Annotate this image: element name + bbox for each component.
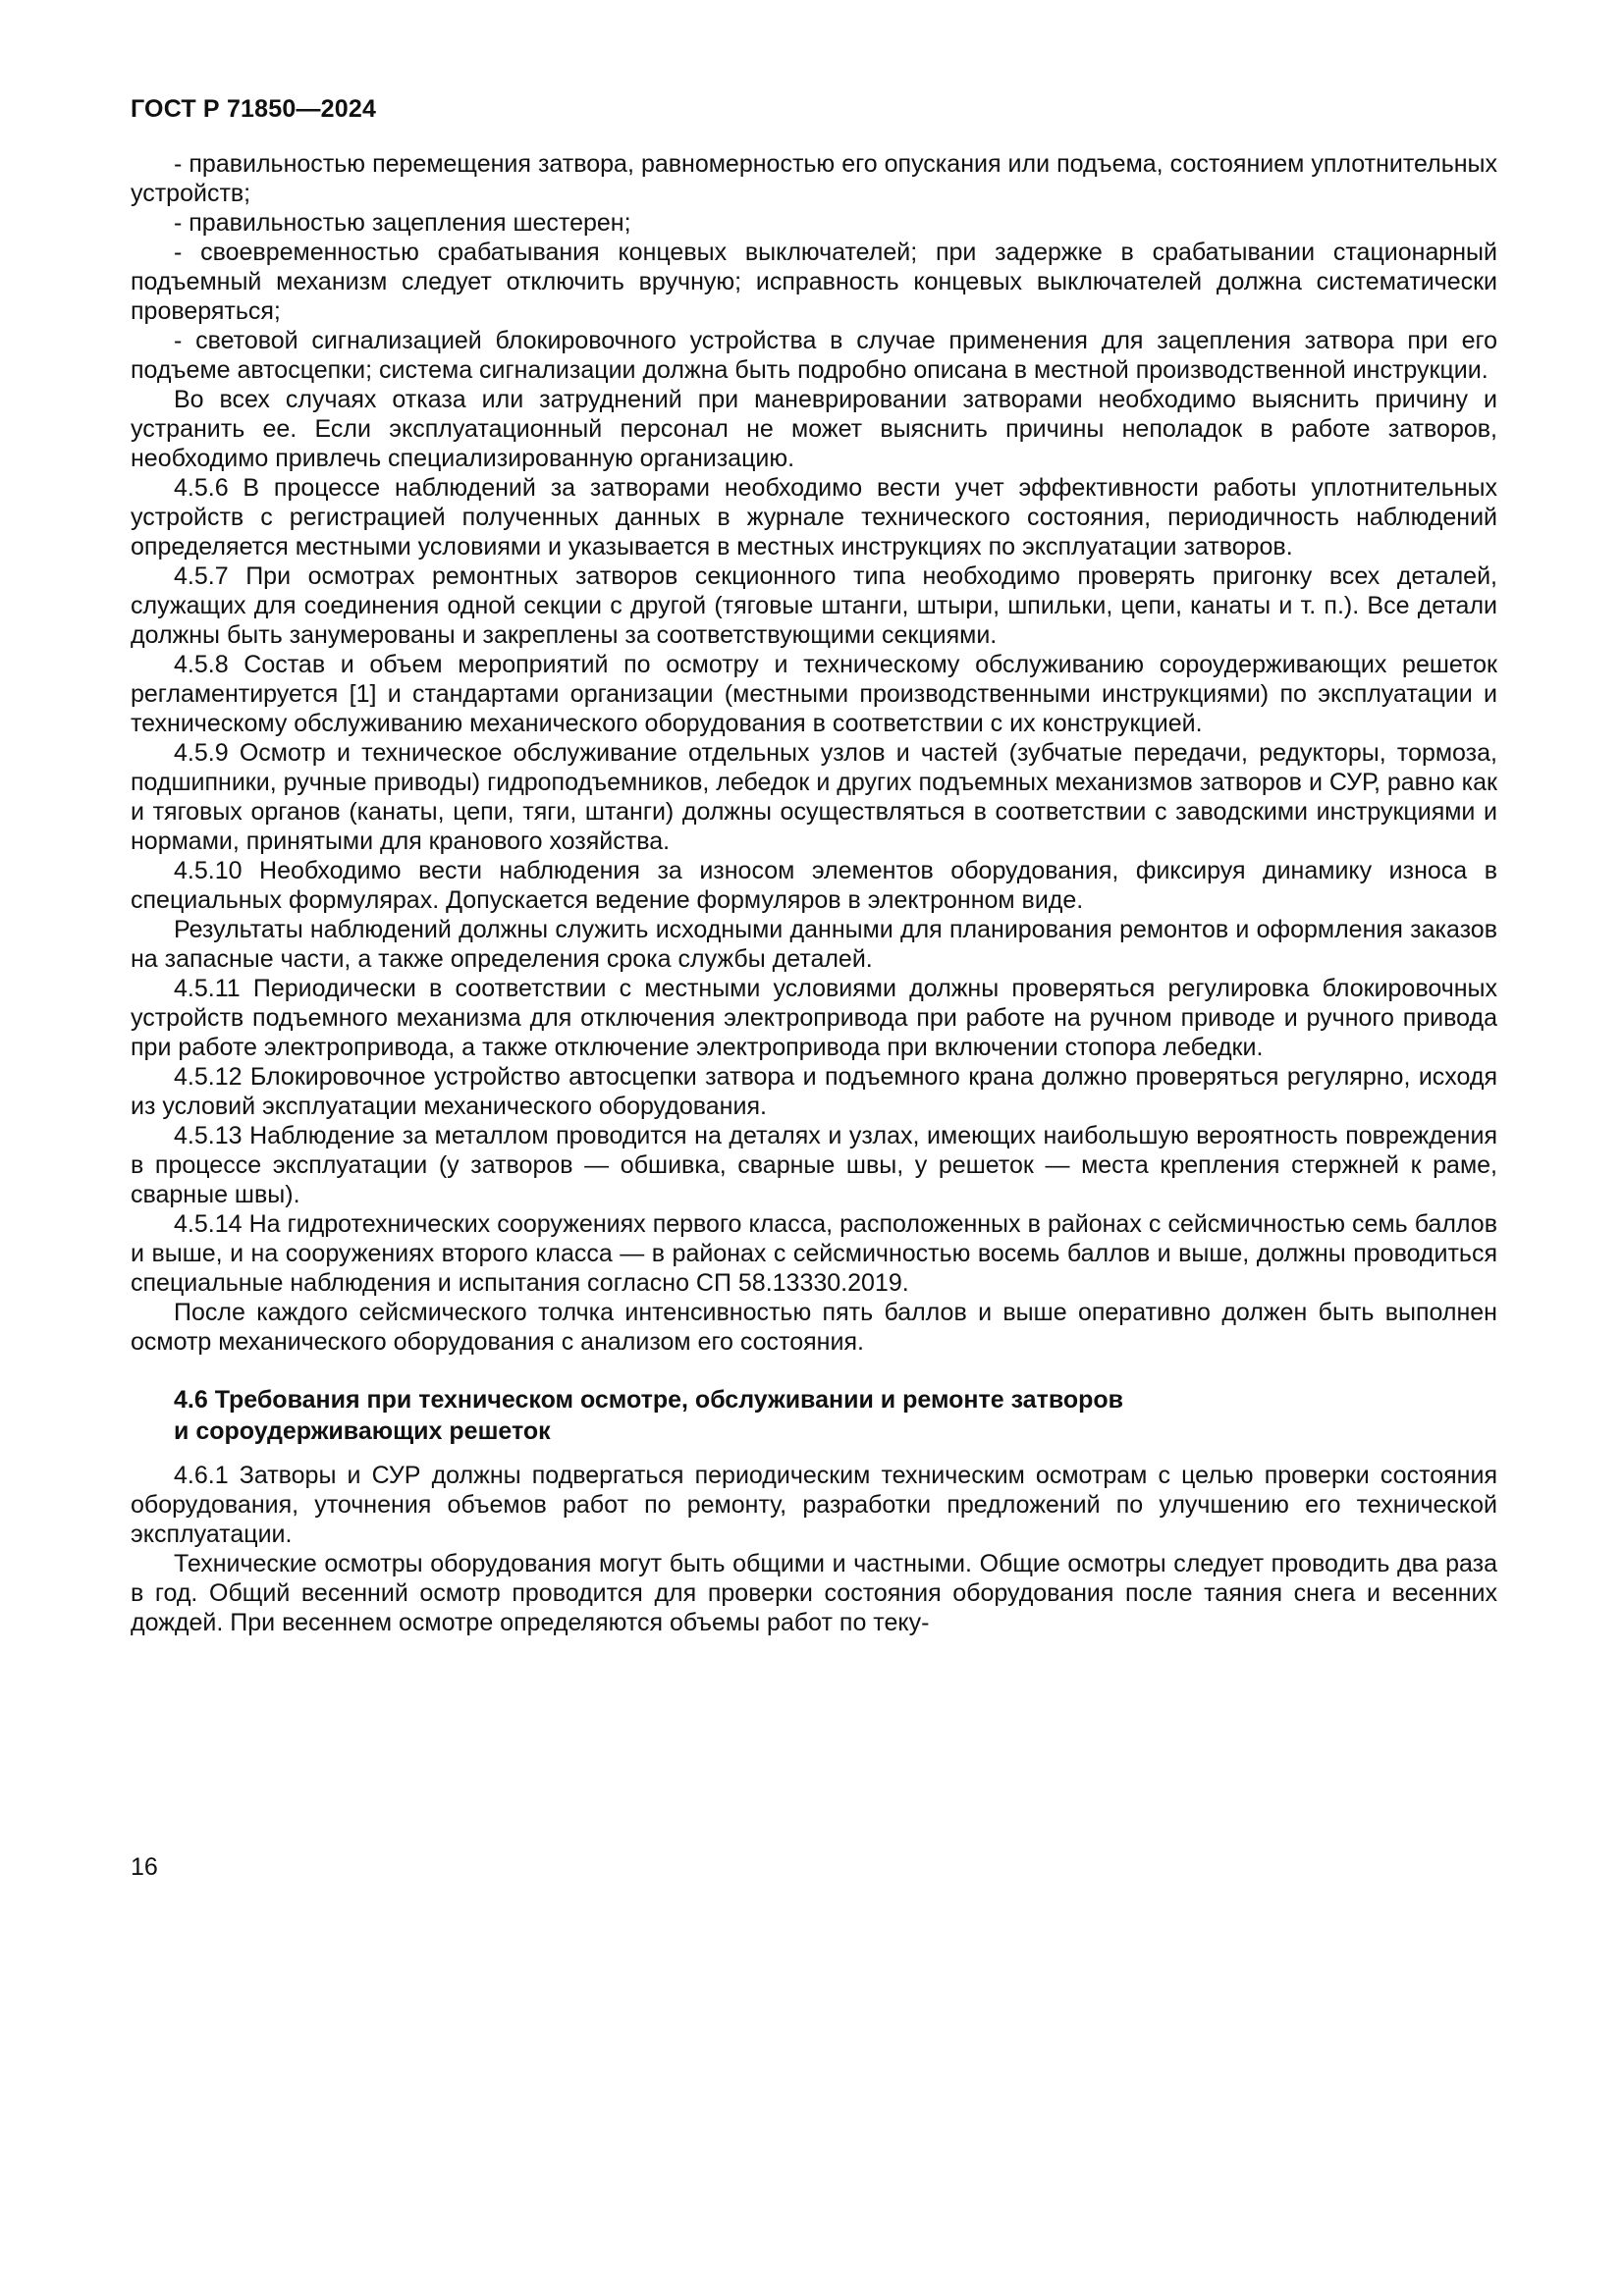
paragraph-4-5-9: 4.5.9 Осмотр и техническое обслуживание отдельных узлов и частей (зубчатые передачи, редукторы, тормоза, подшипники, ручные приводы) гидроподъемников, лебедок и других подъемных механизмов затворов и СУР, равно как и тяговых органов (канаты, цепи, тяги, штанги) должны осуществляться в соответствии с заводскими инструкциями и нормами, принятыми для кранового хозяйства. xyxy=(131,739,1497,855)
document-body xyxy=(131,149,1497,1637)
section-heading-4-6: 4.6 Требования при техническом осмотре, обслуживании и ремонте затворов и сороудерживающих решеток xyxy=(174,1386,1124,1445)
paragraph: Во всех случаях отказа или затруднений при маневрировании затворами необходимо выяснить причину и устранить ее. Если эксплуатационный персонал не может выяснить причины неполадок в работе затворов, необходимо привлечь специализированную организацию. xyxy=(131,386,1497,472)
paragraph-4-5-14: 4.5.14 На гидротехнических сооружениях первого класса, расположенных в районах с сейсмичностью семь баллов и выше, и на сооружениях второго класса — в районах с сейсмичностью восемь баллов и выше, должны проводиться специальные наблюдения и испытания согласно СП 58.13330.2019. xyxy=(131,1210,1497,1297)
list-item: - световой сигнализацией блокировочного устройства в случае применения для зацепления затвора при его подъеме автосцепки; система сигнализации должна быть подробно описана в местной производственной инструкции. xyxy=(131,327,1497,384)
list-item: - своевременностью срабатывания концевых выключателей; при задержке в срабатывании стационарный подъемный механизм следует отключить вручную; исправность концевых выключателей должна систематически проверяться; xyxy=(131,239,1497,325)
paragraph-4-5-12: 4.5.12 Блокировочное устройство автосцепки затвора и подъемного крана должно проверяться регулярно, исходя из условий эксплуатации механического оборудования. xyxy=(131,1063,1497,1120)
paragraph-4-5-7: 4.5.7 При осмотрах ремонтных затворов секционного типа необходимо проверять пригонку всех деталей, служащих для соединения одной секции с другой (тяговые штанги, штыри, шпильки, цепи, канаты и т. п.). Все детали должны быть занумерованы и закреплены за соответствующими секциями. xyxy=(131,562,1497,649)
paragraph: После каждого сейсмического толчка интенсивностью пять баллов и выше оперативно должен быть выполнен осмотр механического оборудования с анализом его состояния. xyxy=(131,1299,1497,1356)
paragraph-4-5-13: 4.5.13 Наблюдение за металлом проводится на деталях и узлах, имеющих наибольшую вероятность повреждения в процессе эксплуатации (у затворов — обшивка, сварные швы, у решеток — места крепления стержней к раме, сварные швы). xyxy=(131,1122,1497,1208)
paragraph: Результаты наблюдений должны служить исходными данными для планирования ремонтов и оформления заказов на запасные части, а также определения срока службы деталей. xyxy=(131,916,1497,973)
paragraph-4-5-8: 4.5.8 Состав и объем мероприятий по осмотру и техническому обслуживанию сороудерживающих решеток регламентируется [1] и стандартами организации (местными производственными инструкциями) по эксплуатации и техническому обслуживанию механического оборудования в соответствии с их конструкцией. xyxy=(131,651,1497,737)
paragraph-4-5-11: 4.5.11 Периодически в соответствии с местными условиями должны проверяться регулировка блокировочных устройств подъемного механизма для отключения электропривода при работе на ручном приводе и ручного привода при работе электропривода, а также отключение электропривода при включении стопора лебедки. xyxy=(131,975,1497,1061)
list-item: - правильностью зацепления шестерен; xyxy=(174,209,631,237)
list-item: - правильностью перемещения затвора, равномерностью его опускания или подъема, состоянием уплотнительных устройств; xyxy=(131,150,1497,207)
paragraph-4-5-6: 4.5.6 В процессе наблюдений за затворами необходимо вести учет эффективности работы уплотнительных устройств с регистрацией полученных данных в журнале технического состояния, периодичность наблюдений определяется местными условиями и указывается в местных инструкциях по эксплуатации затворов. xyxy=(131,474,1497,561)
paragraph: Технические осмотры оборудования могут быть общими и частными. Общие осмотры следует проводить два раза в год. Общий весенний осмотр проводится для проверки состояния оборудования после таяния снега и весенних дождей. При весеннем осмотре определяются объемы работ по теку- xyxy=(131,1550,1497,1636)
page-number: 16 xyxy=(131,1853,158,1881)
paragraph-4-5-10: 4.5.10 Необходимо вести наблюдения за износом элементов оборудования, фиксируя динамику износа в специальных формулярах. Допускается ведение формуляров в электронном виде. xyxy=(131,857,1497,914)
paragraph-4-6-1: 4.6.1 Затворы и СУР должны подвергаться периодическим техническим осмотрам с целью проверки состояния оборудования, уточнения объемов работ по ремонту, разработки предложений по улучшению его технической эксплуатации. xyxy=(131,1462,1497,1548)
document-designation: ГОСТ Р 71850—2024 xyxy=(131,95,377,123)
